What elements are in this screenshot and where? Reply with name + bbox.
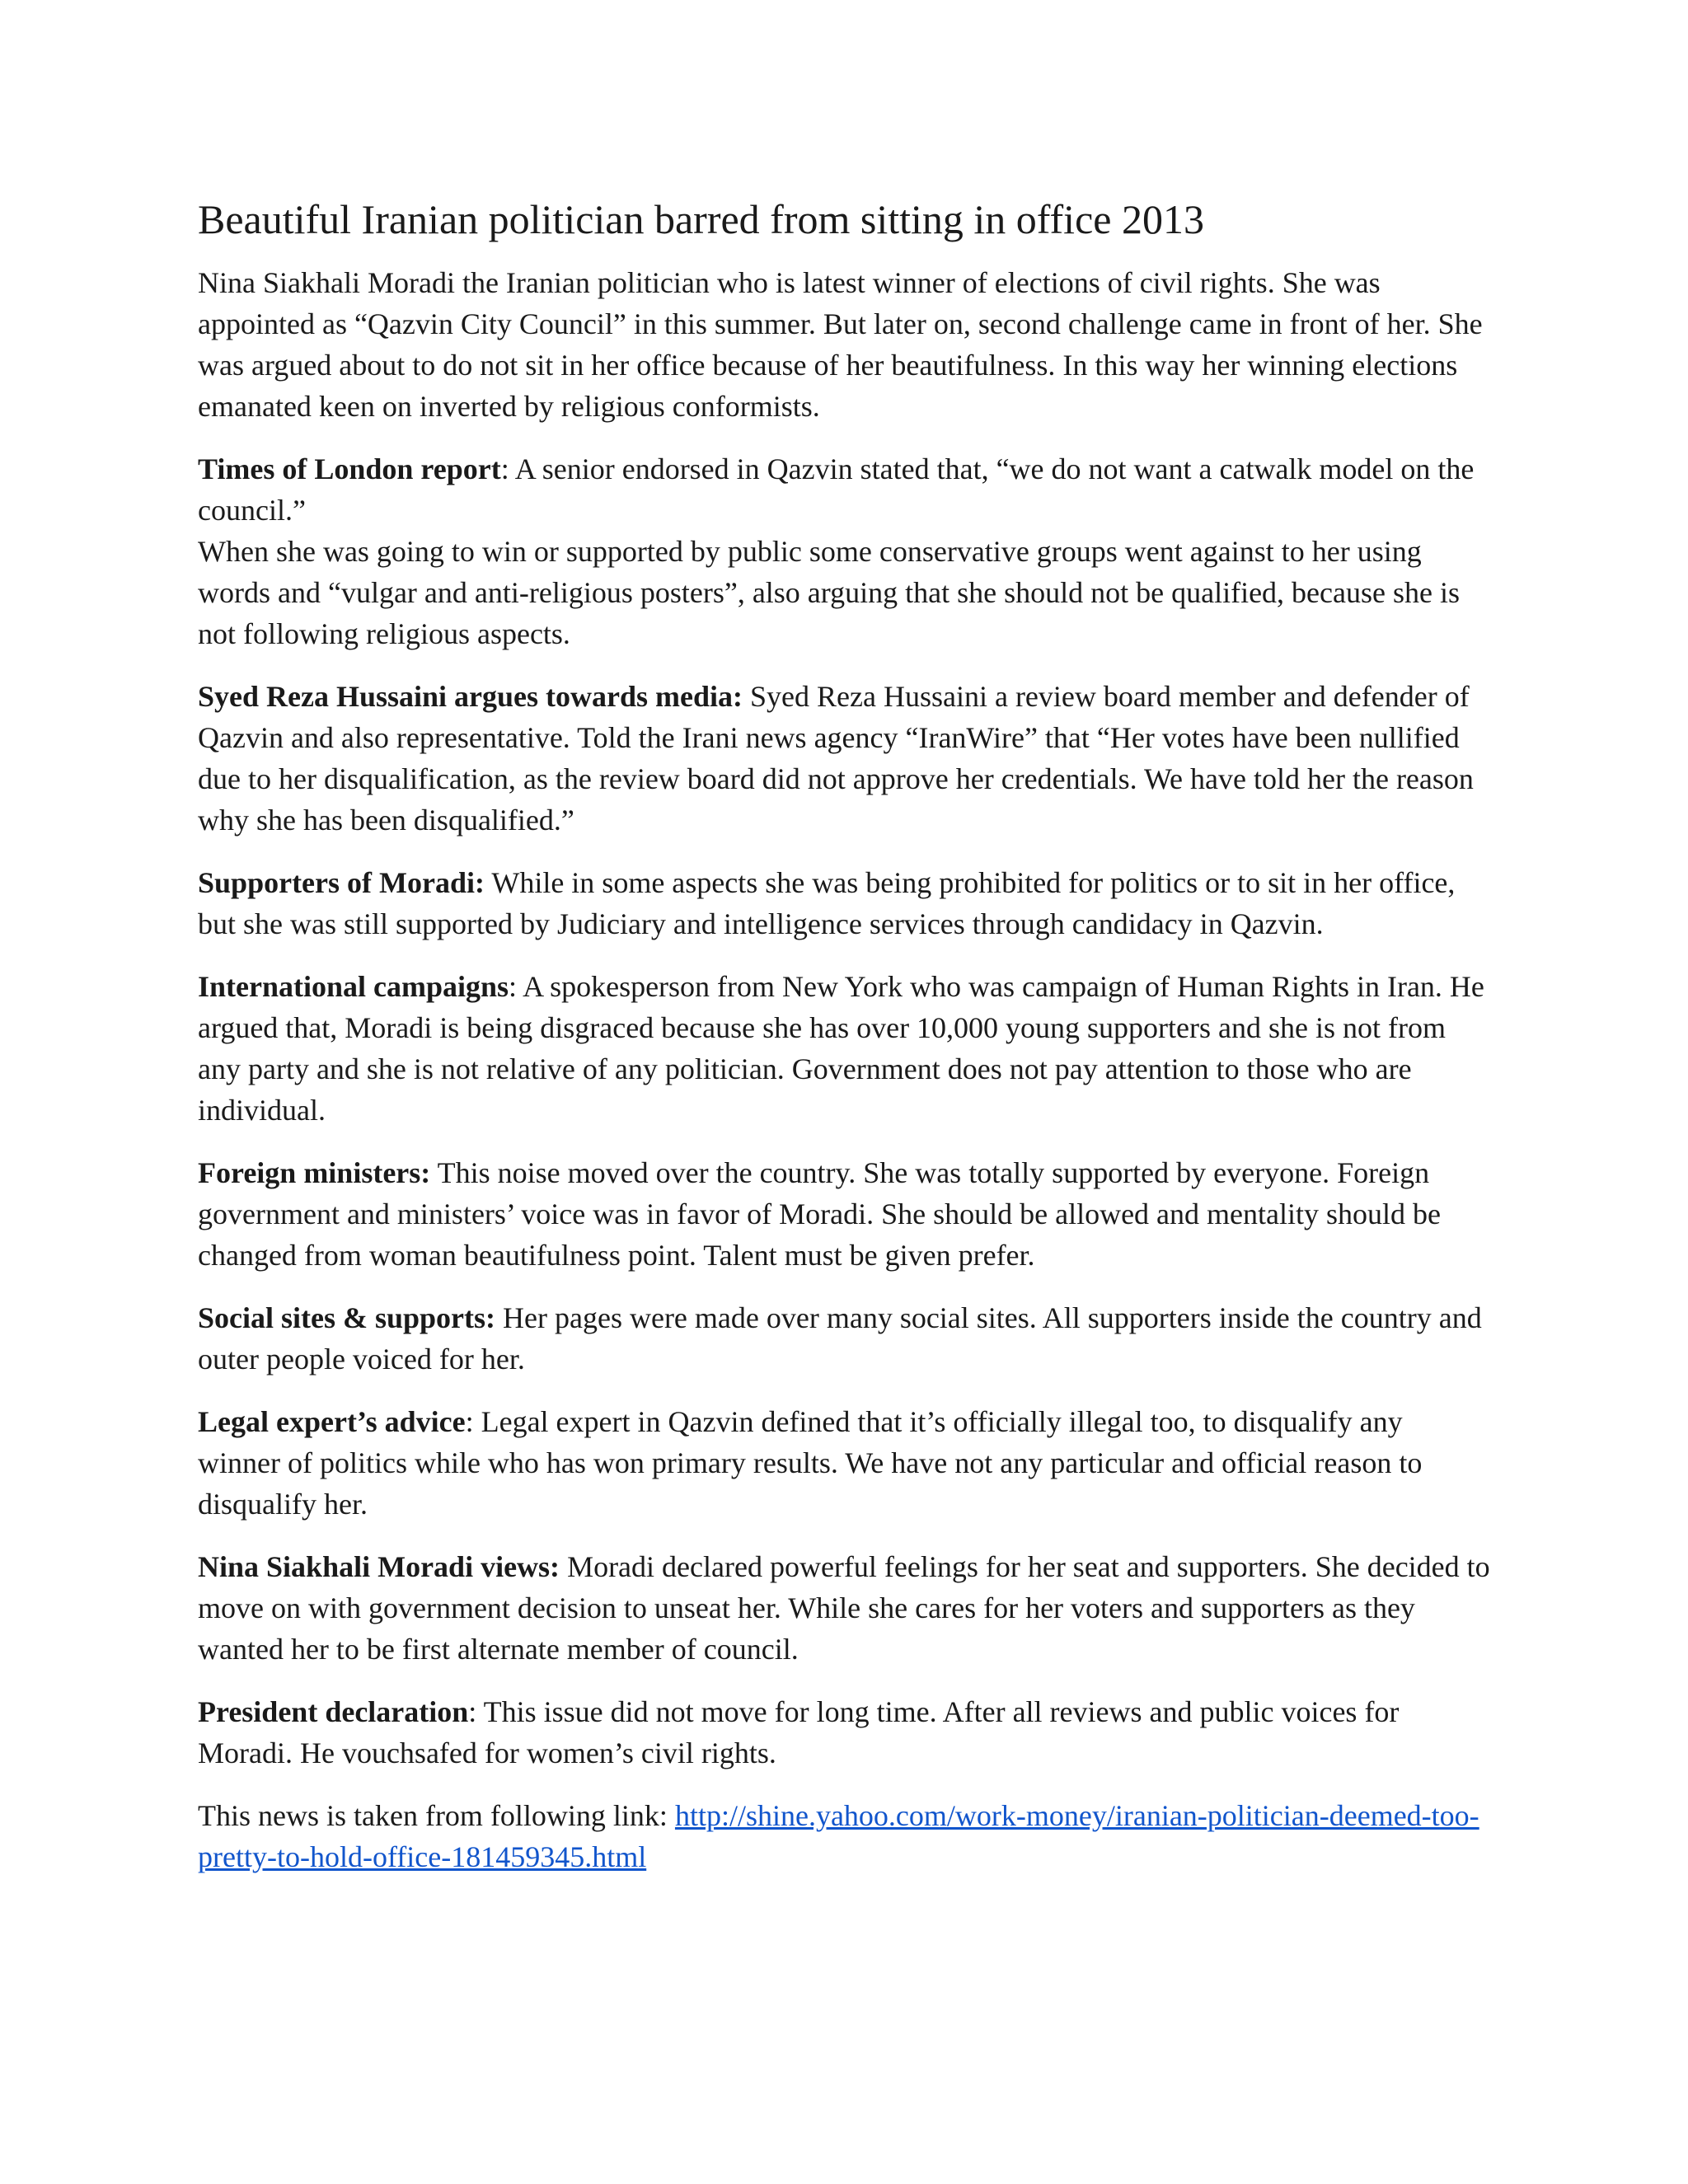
intro-paragraph: Nina Siakhali Moradi the Iranian politician who is latest winner of elections of civil rights. She was appointed as “Qazvin City Council” in this summer. But later on, second challenge came in front of her. She was argued about to do not sit in her office because of her beautifulness. In this way her winning elections emanated keen on inverted by religious conformists. [198, 266, 1483, 423]
section-separator [743, 680, 750, 713]
section-heading: Times of London report [198, 452, 501, 485]
section-text: A spokesperson from New York who was campaign of Human Rights in Iran. He argued that, Moradi is being disgraced because she has over 10,000 young supporters and she is not from any party and she is not relative of any politician. Government does not pay attention to those who are individual. [198, 970, 1484, 1127]
section-supporters [198, 862, 1492, 944]
section-moradi-views [198, 1546, 1492, 1670]
section-heading: Supporters of Moradi: [198, 866, 485, 899]
section-separator: : [468, 1695, 484, 1728]
section-foreign-ministers [198, 1152, 1492, 1276]
section-heading: International campaigns [198, 970, 509, 1003]
section-text: When she was going to win or supported by public some conservative groups went against to her using words and “vulgar and anti-religious posters”, also arguing that she should not be qualified, because she is not following religious aspects. [198, 535, 1460, 650]
source-link[interactable]: http://shine.yahoo.com/work-money/iranian-politician-deemed-too-pretty-to-hold-office-181459345.html [198, 1799, 1479, 1873]
section-president-declaration [198, 1691, 1492, 1774]
section-conservative-groups [198, 531, 1492, 654]
section-text: A senior endorsed in Qazvin stated that, “we do not want a catwalk model on the council.” [198, 452, 1475, 527]
section-heading: Social sites & supports: [198, 1301, 496, 1334]
section-separator: : [500, 452, 515, 485]
section-separator: : [465, 1405, 481, 1438]
section-heading: Legal expert’s advice [198, 1405, 466, 1438]
section-heading: President declaration [198, 1695, 469, 1728]
section-text: Her pages were made over many social sites. All supporters inside the country and outer people voiced for her. [198, 1301, 1482, 1376]
section-separator: : [509, 970, 523, 1003]
document-title: Beautiful Iranian politician barred from sitting in office 2013 [198, 196, 1204, 242]
source-prefix: This news is taken from following link: [198, 1799, 675, 1832]
section-text: Moradi declared powerful feelings for her seat and supporters. She decided to move on with government decision to unseat her. While she cares for her voters and supporters as they wanted her to be first alternate member of council. [198, 1550, 1490, 1666]
section-heading: Nina Siakhali Moradi views: [198, 1550, 560, 1583]
section-social-sites [198, 1297, 1492, 1380]
section-separator [495, 1301, 503, 1334]
section-text: Legal expert in Qazvin defined that it’s officially illegal too, to disqualify any winner of politics while who has won primary results. We have not any particular and official reason to disqualify her. [198, 1405, 1423, 1521]
section-heading: Foreign ministers: [198, 1156, 431, 1189]
section-legal-expert [198, 1401, 1492, 1525]
section-separator [560, 1550, 567, 1583]
section-separator [430, 1156, 437, 1189]
document-page [198, 194, 1492, 1899]
section-text: Syed Reza Hussaini a review board member and defender of Qazvin and also representative. Told the Irani news agency “IranWire” that “Her votes have been nullified due to her disqualification, as the review board did not approve her credentials. We have told her the reason why she has been disqualified.” [198, 680, 1474, 837]
section-heading: Syed Reza Hussaini argues towards media: [198, 680, 743, 713]
source-paragraph [198, 1795, 1492, 1877]
section-text: This noise moved over the country. She was totally supported by everyone. Foreign government and ministers’ voice was in favor of Moradi. She should be allowed and mentality should be changed from woman beautifulness point. Talent must be given prefer. [198, 1156, 1441, 1272]
section-times-of-london [198, 448, 1492, 531]
section-syed-reza-hussaini [198, 676, 1492, 841]
section-text: While in some aspects she was being prohibited for politics or to sit in her office, but she was still supported by Judiciary and intelligence services through candidacy in Qazvin. [198, 866, 1456, 940]
section-text: This issue did not move for long time. After all reviews and public voices for Moradi. He vouchsafed for women’s civil rights. [198, 1695, 1400, 1769]
section-international-campaigns [198, 966, 1492, 1131]
